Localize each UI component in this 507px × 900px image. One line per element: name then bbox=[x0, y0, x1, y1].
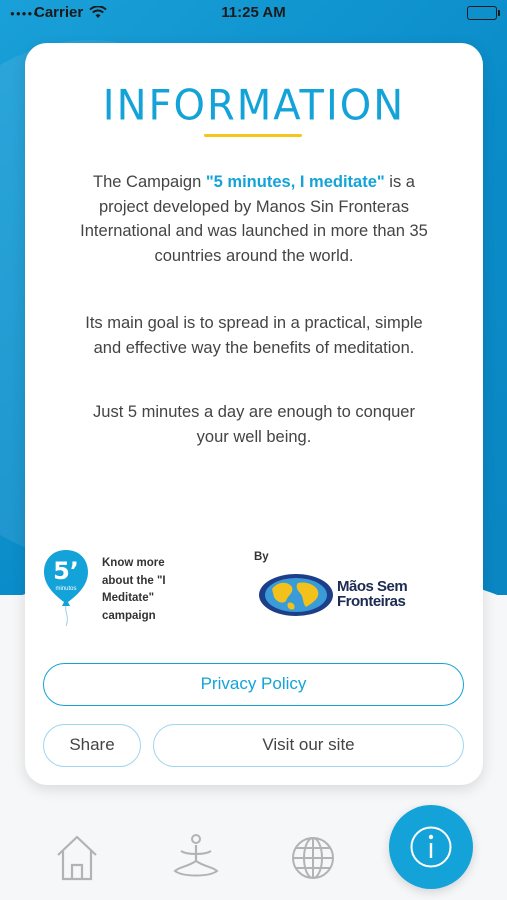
intro-paragraph bbox=[75, 170, 433, 268]
home-icon[interactable] bbox=[54, 833, 100, 881]
page-title: INFORMATION bbox=[102, 81, 406, 131]
balloon-word: minutos bbox=[55, 586, 77, 592]
intro-text-start: The Campaign bbox=[93, 173, 206, 191]
balloon-number: 5’ bbox=[53, 557, 79, 585]
logo-line-1: Mãos Sem bbox=[337, 578, 408, 595]
globe-icon[interactable] bbox=[290, 835, 336, 881]
share-button[interactable]: Share bbox=[43, 724, 141, 767]
carrier-label: Carrier bbox=[34, 4, 84, 21]
visit-site-button[interactable]: Visit our site bbox=[153, 724, 464, 767]
globe-logo-icon[interactable] bbox=[258, 573, 334, 617]
tab-bar bbox=[0, 805, 507, 900]
info-icon bbox=[409, 825, 453, 869]
organization-logo-text bbox=[337, 579, 407, 609]
logo-line-2: Fronteiras bbox=[337, 593, 406, 610]
know-more-link[interactable]: Know more about the "I Meditate" campaign bbox=[102, 557, 166, 622]
campaign-name: "5 minutes, I meditate" bbox=[205, 173, 385, 191]
battery-icon bbox=[467, 6, 497, 20]
campaign-balloon-logo[interactable] bbox=[42, 548, 90, 628]
closing-paragraph: Just 5 minutes a day are enough to conquer your well being. bbox=[93, 403, 415, 446]
clock-time: 11:25 AM bbox=[221, 4, 286, 21]
title-underline bbox=[204, 134, 302, 137]
signal-dots-icon: ●●●●● bbox=[10, 9, 40, 18]
status-bar bbox=[0, 0, 507, 26]
by-label: By bbox=[254, 551, 269, 563]
info-tab-button[interactable] bbox=[389, 805, 473, 889]
meditation-icon[interactable] bbox=[173, 833, 219, 881]
intro-text-end: is a project developed by Manos Sin Fronteras International and was launched in more than 35 countries around the world. bbox=[80, 173, 428, 265]
goal-paragraph: Its main goal is to spread in a practical, simple and effective way the benefits of meditation. bbox=[85, 314, 423, 357]
information-card bbox=[25, 43, 483, 785]
privacy-policy-button[interactable]: Privacy Policy bbox=[43, 663, 464, 706]
